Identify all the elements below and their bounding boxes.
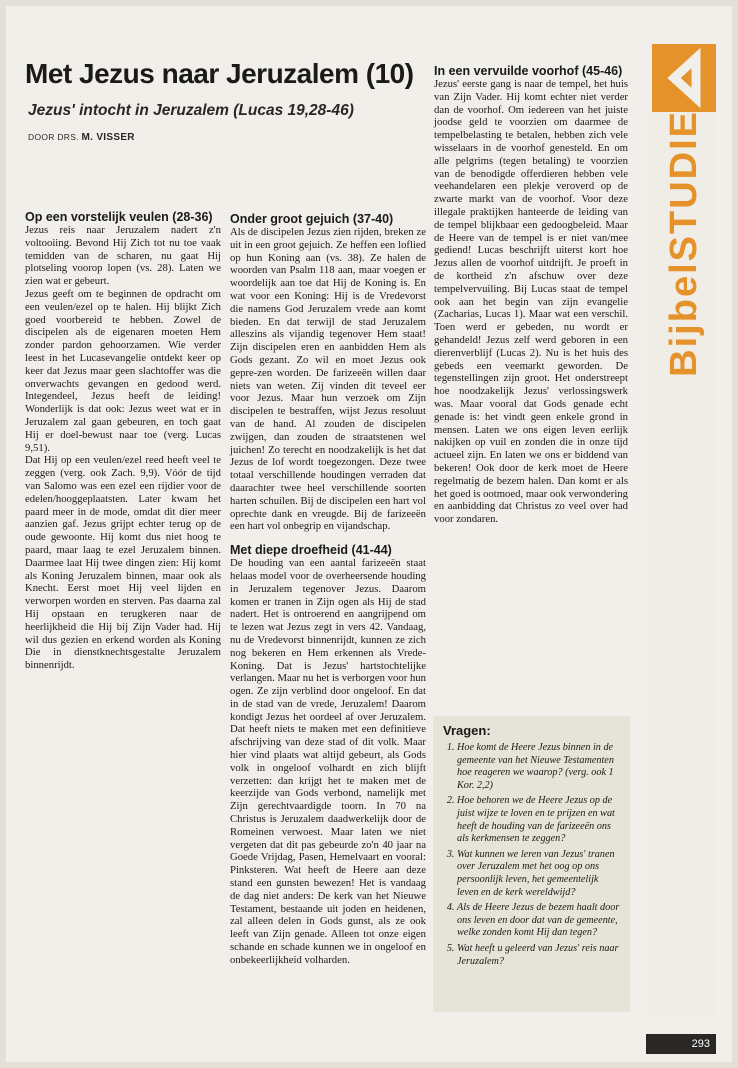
questions-heading: Vragen: xyxy=(443,723,491,738)
paragraph: Jezus reis naar Jeruzalem nadert z'n voltooiing. Bevond Hij Zich tot nu toe vaak temidden van de scharen, nu gaat Hij plotseling voorop lopen (vs. 28). Laten we zien wat er gebeurt. xyxy=(25,224,221,288)
chevron-left-icon xyxy=(652,44,716,112)
question-item: 4. Als de Heere Jezus de bezem haalt door ons leven en door dat van de gemeente, welke zonden komt Hij dan tegen? xyxy=(457,902,622,940)
question-item: 2. Hoe behoren we de Heere Jezus op de juist wijze te loven en te prijzen en wat heeft de houding van de farizeeën ons als kerkmensen te zeggen? xyxy=(457,795,622,845)
paragraph: Jezus geeft om te beginnen de opdracht om een veulen/ezel op te halen. Hij blijkt Zich goed voorbereid te hebben. Zowel de discipelen als de eigenaren moeten Hem zonder pardon gehoorzamen. Wie verder leest in het Lucasevangelie ontdekt keer op keer dat Jezus maar geen slachtoffer was die onverwachts gevangen en gedood werd. Integendeel, Jezus heeft de leiding! Wonderlijk is dat ook: Jezus weet wat er in Jeruzalem zal gaan gebeuren, en toch gaat Hij er doel-bewust naar toe (verg. Lucas 9,51). xyxy=(25,287,221,454)
paragraph: Als de discipelen Jezus zien rijden, breken ze uit in een groot gejuich. Ze heffen een loflied op hun Koning aan (vs. 38). Ze halen de woorden van Psalm 118 aan, maar voegen er woordelijk aan toe dat Hij de Koning is. En wat voor een Koning: Hij is de Vredevorst die namens God Jeruzalem vrede aan komt bieden. En dat terwijl de stad Jeruzalem alleszins als vijandig tegenover Hem staat! Zijn discipelen eren en aanbidden Hem als Gods gezant. Zo wil en moet Jezus ook gepre-zen worden. De farizeeën willen daar niets van weten. Zij vinden dit teveel eer voor Jezus. Maar hun verzoek om Zijn discipelen te bestraffen, wijst Jezus resoluut van de hand. Al zouden de discipelen zwijgen, dan zouden de straatstenen wel juichen! Zo terecht en noodzakelijk is het dat Jezus de lof wordt toegezongen. Deze twee totaal verschillende houdingen verraden dat daarachter twee heel verschillende soorten harten schuilen. Bij de discipelen een hart vol oprechte dank en vreugde. Bij de farizeeën een hart vol onbegrip en vijandschap. xyxy=(230,226,426,533)
article-title: Met Jezus naar Jeruzalem (10) xyxy=(25,58,414,89)
question-item: 5. Wat heeft u geleerd van Jezus' reis naar Jeruzalem? xyxy=(457,943,622,968)
section-heading: Op een vorstelijk veulen (28-36) xyxy=(25,210,213,224)
questions-list xyxy=(443,742,622,968)
question-item: 1. Hoe komt de Heere Jezus binnen in de gemeente van het Nieuwe Testamenten hoe reageren we waarop? (verg. ook 1 Kor. 2,2) xyxy=(457,742,622,792)
paragraph: Dat Hij op een veulen/ezel reed heeft veel te zeggen (verg. ook Zach. 9,9). Vóór de tijd van Salomo was een ezel een rijdier voor de edelen/hooggeplaatsten. Later kwam het paard meer in de mode, omdat dit dier meer aanzien gaf. Jezus grijpt echter terug op de oude gewoonte. Hij komt dus niet hoog te paard, maar laag te ezel Jeruzalem binnen. Daarmee laat Hij twee dingen zien: Hij komt als Koning Jeruzalem binnen, maar ook als Knecht. Eerst moet Hij veel lijden en verworpen worden en sterven. Pas daarna zal Hij opstaan en terugkeren naar de heerlijkheid die Hij bij Zijn Vader had. Hij wil dus gezien en erkend worden als Koning Die in dienstknechtsgestalte Jeruzalem binnenrijdt. xyxy=(25,454,221,672)
byline xyxy=(28,132,135,143)
column-3 xyxy=(434,64,628,526)
question-item: 3. Wat kunnen we leren van Jezus' tranen over Jeruzalem met het oog op ons persoonlijk leven, het gemeentelijk leven en de kerk wereldwijd? xyxy=(457,849,622,899)
section-heading: In een vervuilde voorhof (45-46) xyxy=(434,64,623,78)
section-label xyxy=(663,110,705,750)
article-subtitle: Jezus' intocht in Jeruzalem (Lucas 19,28-46) xyxy=(28,102,354,119)
column-2 xyxy=(230,212,426,967)
byline-prefix: DOOR DRS. xyxy=(28,132,79,142)
section-tab xyxy=(652,44,716,112)
column-1 xyxy=(25,210,221,672)
page-number: 293 xyxy=(646,1034,716,1054)
section-heading: Met diepe droefheid (41-44) xyxy=(230,543,392,558)
section-heading: Onder groot gejuich (37-40) xyxy=(230,212,394,226)
section-label-text: BijbelSTUDIE xyxy=(663,110,705,377)
paragraph: Jezus' eerste gang is naar de tempel, het huis van Zijn Vader. Hij komt echter niet verder dan de voorhof. Om iedereen van het juiste joodse geld te voorzien om daarmee de tempelbelasting te betalen, hebben zich vele wisselaars in de voorhof genesteld. En om alle pelgrims (tegen betaling) te voorzien van de benodigde offerdieren hebben vele veehandelaren een plekje veroverd op de zwarte markt van de voorhof. Voor deze illegale praktijken hanteerde de leiding van de tempel blijkbaar een gedoogbeleid. Maar de Heere van de tempel is er niet van/mee gediend! Lucas beschrijft uiterst kort hoe Jezus allen de voorhof uitdrijft. Je proeft in de kortheid z'n afschuw over deze tempelvervuiling. Bij Lucas staat de tempel ook aan het begin van zijn evangelie (Zacharias, Lucas 1). Maar wat een verschil. Toen werd er gebeden, nu wordt er gehandeld! Jezus zelf werd geboren in een dierenverblijf (Lucas 2). Nu is het huis des gebeds een veemarkt geworden. De tegenstellingen zijn groot. Het onderstreept hoe noodzakelijk Jezus' verlossingswerk was. Maar vooral dat Gods genade echt genade is: het vindt geen enkele grond in mensen. Laten we ons eigen leven eerlijk nakijken op vuil en zonden die in onze tijd actueel zijn. En laten we ons er biddend van bekeren! Ook door de kerk moet de Heere regelmatig de bezem halen. Dan komt er als het goed is ootmoed, maar ook verwondering en aanbidding dat Christus zo veel over had voor zondaren. xyxy=(434,78,628,526)
byline-name: M. VISSER xyxy=(81,132,135,143)
paragraph: De houding van een aantal farizeeën staat helaas model voor de overheersende houding in Jeruzalem tegenover Jezus. Daarom komen er tranen in Zijn ogen als Hij de stad nadert. Het is ontroerend en aangrijpend om te lezen wat Jezus zegt in vers 42. Vandaag, nu de Vredevorst binnenrijdt, kunnen ze zich nog bekeren en Hem erkennen als Vrede-Koning. Dat is Jezus' hartstochtelijke verlangen. Maar nu het is verborgen voor hun ogen. Ze zijn verblind door ongeloof. En dat in de stad van de vrede, Jeruzalem! Daarom kondigt Jezus het oordeel af over Jeruzalem. Dat heeft niets te maken met een definitieve afschrijving van deze stad of dit volk. Maar hier vind plaats wat altijd gebeurt, als Gods volk in ongeloof volhardt en zich blijft verzetten: dan krijgt het te maken met de keerzijde van Gods verbond, namelijk met Zijn gerechtvaardigde toorn. In 70 na Christus is Jeruzalem daadwerkelijk door de Romeinen verwoest. Maar laten we niet vergeten dat dit pas gebeurde zo'n 40 jaar na Goede Vrijdag, Pasen, Hemelvaart en vooral: Pinksteren. Wat heeft de Heere aan deze stand een gunsten bewezen! Het is vandaag de dag niet anders: De kerk van het Nieuwe Testament, bestaande uit joden en heidenen, zal alleen delen in Gods gunst, als ze ook leeft van Zijn genade. Alleen tot onze eigen schande en schade kunnen we in ongeloof en onbekeerlijkheid volharden. xyxy=(230,557,426,966)
questions-box xyxy=(433,716,630,1012)
